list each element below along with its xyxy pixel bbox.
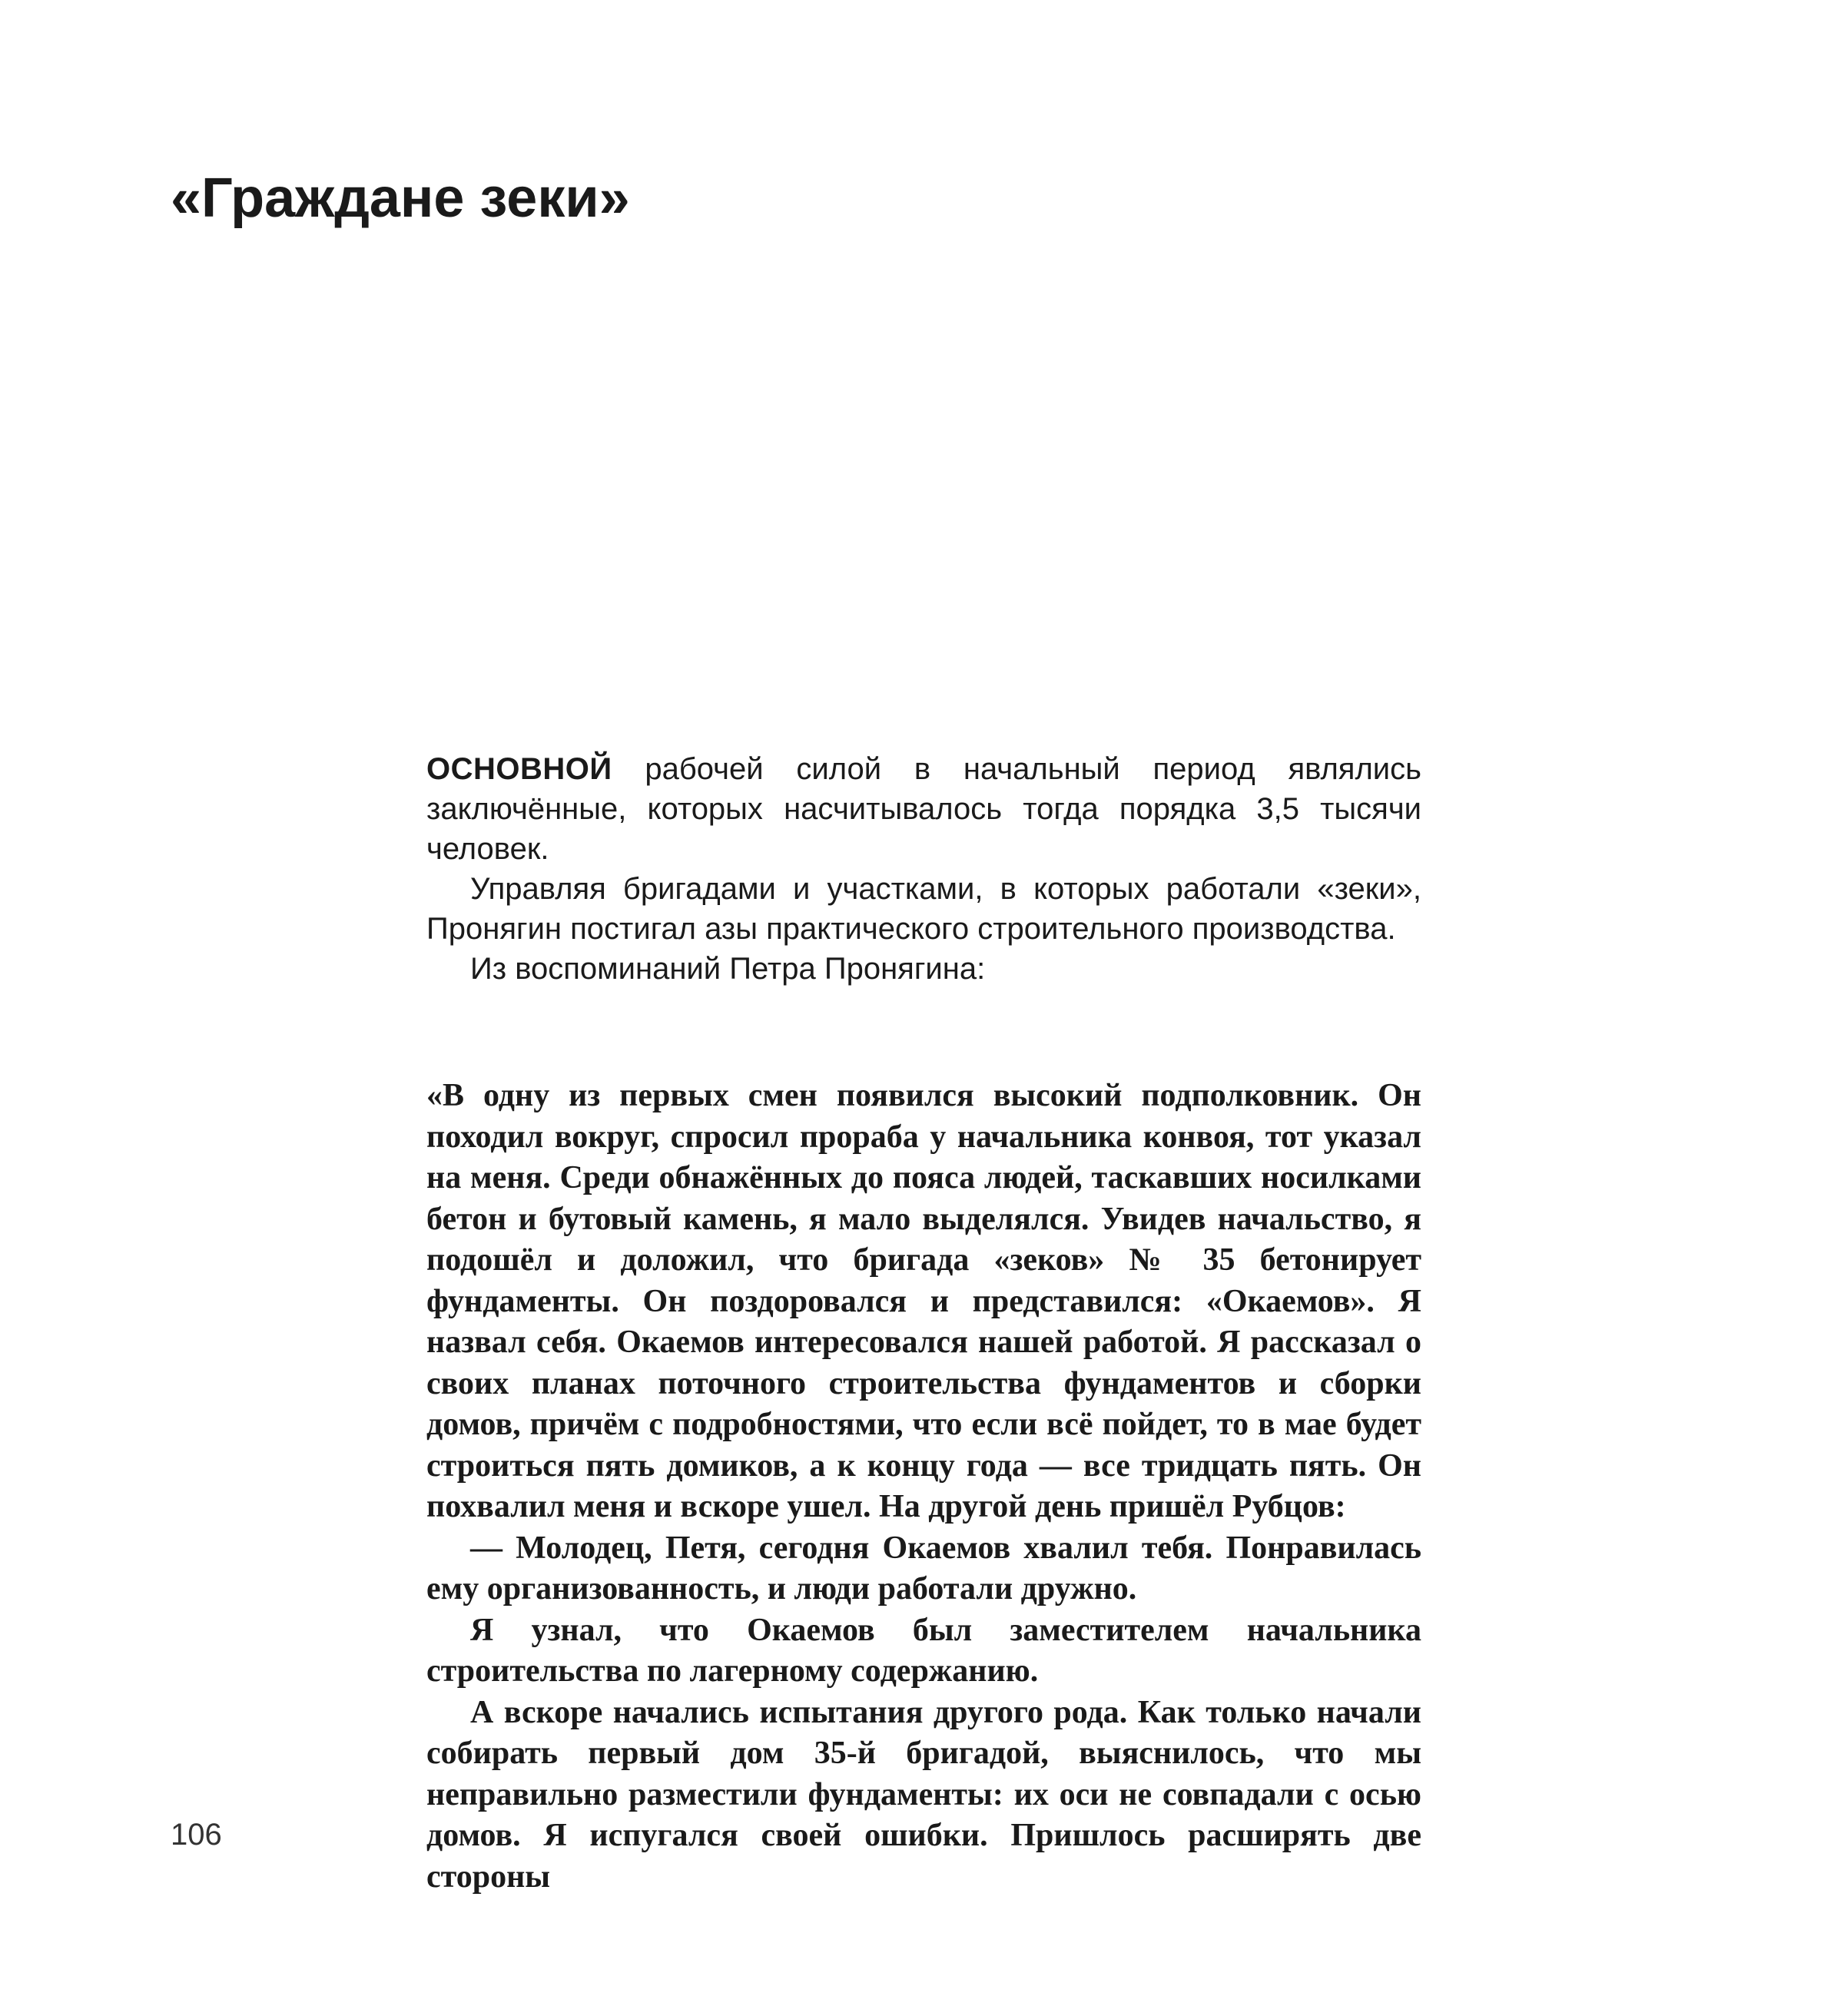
intro-paragraph-2: Управляя бригадами и участками, в которых работали «зеки», Пронягин постигал азы практического строительного производства. — [426, 872, 1421, 946]
quote-paragraph-4: А вскоре начались испытания другого рода. Как только начали собирать первый дом 35-й бригадой, выяснилось, что мы неправильно разместили фундаменты: их оси не совпадали с осью домов. Я испугался своей ошибки. Пришлось расширять две стороны — [426, 1694, 1421, 1895]
intro-paragraph-1 — [426, 749, 1421, 869]
memoir-quote — [426, 1076, 1421, 1898]
quote-paragraph-1: «В одну из первых смен появился высокий подполковник. Он походил вокруг, спросил прораба у начальника конвоя, тот указал на меня. Среди обнажённых до пояса людей, таскавших носилками бетон и бутовый камень, я мало выделялся. Увидев начальство, я подошёл и доложил, что бригада «зеков» № 35 бетонирует фундаменты. Он поздоровался и представился: «Окаемов». Я назвал себя. Окаемов интересовался нашей работой. Я рассказал о своих планах поточного строительства фундаментов и сборки домов, причём с подробностями, что если всё пойдет, то в мае будет строиться пять домиков, а к концу года — все тридцать пять. Он похвалил меня и вскоре ушел. На другой день пришёл Рубцов: — [426, 1078, 1421, 1524]
intro-paragraph-1-text: рабочей силой в начальный период являлись заключённые, которых насчитывалось тогда порядка 3,5 тысячи человек. — [426, 752, 1421, 866]
quote-paragraph-3: Я узнал, что Окаемов был заместителем начальника строительства по лагерному содержанию. — [426, 1612, 1421, 1689]
chapter-title: «Граждане зеки» — [171, 167, 630, 229]
intro-paragraph-3: Из воспоминаний Петра Пронягина: — [470, 952, 986, 986]
page-number: 106 — [171, 1818, 222, 1852]
lead-word: ОСНОВНОЙ — [426, 752, 612, 786]
quote-paragraph-2: — Молодец, Петя, сегодня Окаемов хвалил тебя. Понравилась ему организованность, и люди работали дружно. — [426, 1530, 1421, 1606]
intro-text — [426, 749, 1421, 989]
